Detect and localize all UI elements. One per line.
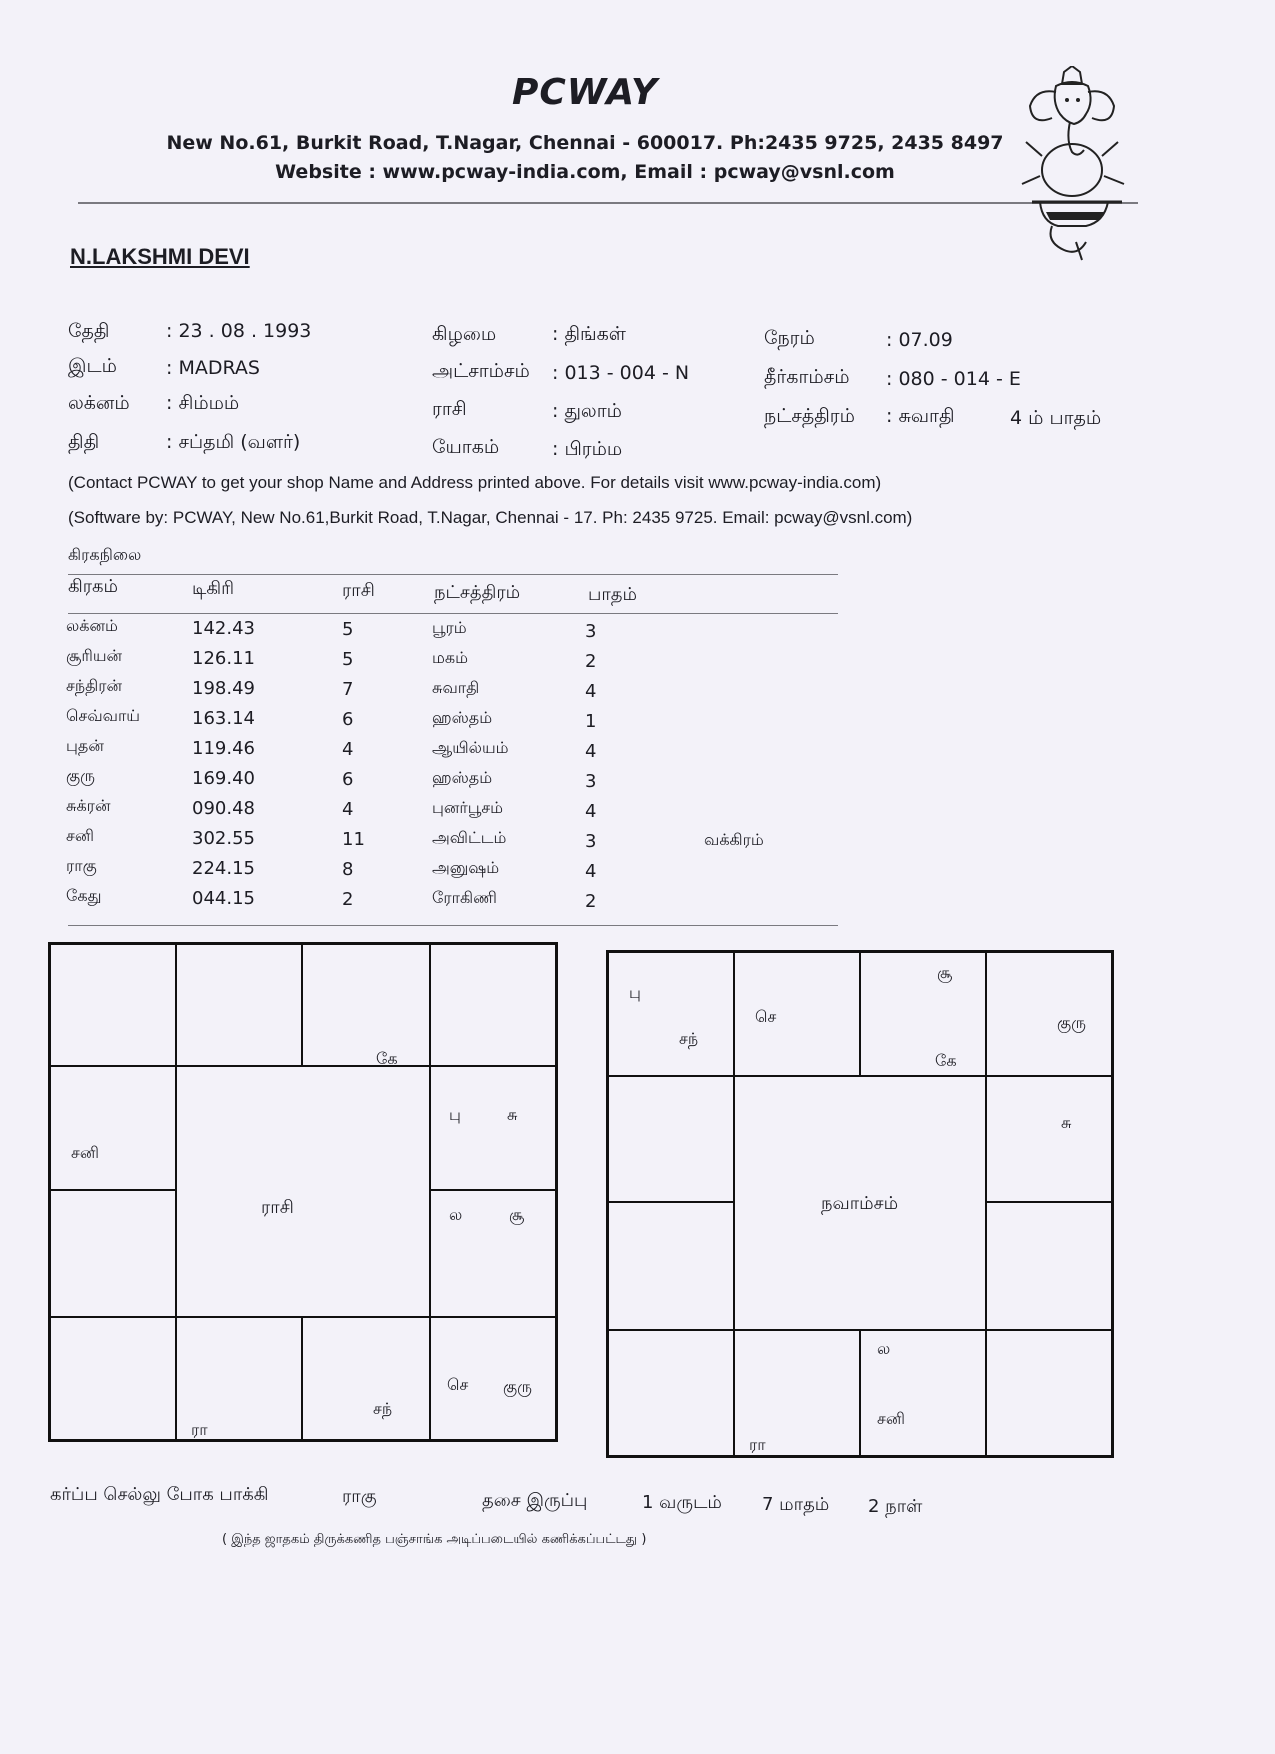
planet-star: பூரம் [432, 618, 467, 637]
planet-pada: 1 [585, 711, 597, 732]
planet-pada: 3 [585, 831, 597, 852]
rasi-sani: சனி [71, 1143, 99, 1162]
dasa-days: 2 நாள் [868, 1496, 923, 1517]
rasi-ketu: கே [376, 1049, 398, 1068]
rasi-grid-line [175, 945, 177, 1439]
brand-title: PCWAY [511, 72, 659, 113]
planet-name: சனி [66, 826, 94, 845]
navamsa-chandran: சந் [679, 1029, 699, 1048]
planet-pada: 2 [585, 891, 597, 912]
weekday-label: கிழமை [432, 323, 497, 345]
planet-pada: 3 [585, 771, 597, 792]
contact-note: (Contact PCWAY to get your shop Name and Address printed above. For details visit www.pcway-india.com) [68, 473, 882, 492]
navamsa-raghu: ரா [749, 1435, 766, 1454]
website-line: Website : www.pcway-india.com, Email : pcway@vsnl.com [275, 161, 895, 183]
planet-remark: வக்கிரம் [704, 830, 764, 849]
planet-name: புதன் [66, 736, 104, 755]
lagnam-value: : சிம்மம் [166, 392, 240, 414]
navamsa-sukran: சு [1061, 1113, 1072, 1132]
planet-rasi: 8 [342, 859, 354, 880]
balance-planet: ராகு [342, 1486, 377, 1507]
planet-rasi: 5 [342, 649, 354, 670]
rasi-sukran: சு [507, 1105, 518, 1124]
planet-pada: 4 [585, 801, 597, 822]
planet-degree: 163.14 [192, 708, 255, 729]
footer-remark: ( இந்த ஜாதகம் திருக்கணித பஞ்சாங்க அடிப்படையில் கணிக்கப்பட்டது ) [222, 1532, 647, 1547]
table-header-top-rule [68, 574, 838, 575]
planet-star: ஆயில்யம் [432, 738, 509, 757]
weekday-value: : திங்கள் [552, 323, 626, 345]
planet-name: சுக்ரன் [66, 796, 111, 815]
dasa-years: 1 வருடம் [642, 1492, 722, 1513]
navamsa-grid-line [609, 1075, 1111, 1077]
table-header-bottom-rule [68, 613, 838, 614]
planet-pada: 4 [585, 741, 597, 762]
planet-degree: 126.11 [192, 648, 255, 669]
time-value: : 07.09 [886, 329, 953, 351]
navamsa-budhan: பு [629, 983, 641, 1002]
navamsa-grid-line [859, 1329, 861, 1455]
table-bottom-rule [68, 925, 838, 926]
rasi-guru: குரு [503, 1377, 532, 1396]
planet-pada: 4 [585, 681, 597, 702]
col-header-star: நட்சத்திரம் [434, 582, 521, 603]
rasi-suryan: சூ [509, 1205, 525, 1224]
planet-name: குரு [66, 766, 95, 785]
place-label: இடம் [68, 355, 117, 377]
balance-label: கர்ப்ப செல்லு போக பாக்கி [50, 1484, 269, 1505]
software-note: (Software by: PCWAY, New No.61,Burkit Road, T.Nagar, Chennai - 17. Ph: 2435 9725. Email: pcway@vsnl.com) [68, 508, 913, 527]
navamsa-grid-line [733, 953, 735, 1455]
planet-rasi: 4 [342, 799, 354, 820]
address-line: New No.61, Burkit Road, T.Nagar, Chennai - 600017. Ph:2435 9725, 2435 8497 [166, 132, 1004, 154]
longitude-value: : 080 - 014 - E [886, 368, 1021, 390]
planet-rasi: 11 [342, 829, 365, 850]
latitude-label: அட்சாம்சம் [432, 360, 530, 382]
navamsa-guru: குரு [1057, 1013, 1086, 1032]
rasi-grid-line [301, 945, 303, 1065]
star-label: நட்சத்திரம் [764, 405, 855, 427]
rasi-center-label: ராசி [261, 1197, 294, 1218]
navamsa-lagnam: ல [877, 1339, 891, 1358]
planet-pada: 4 [585, 861, 597, 882]
rasi-raghu: ரா [191, 1420, 208, 1439]
longitude-label: தீர்காம்சம் [764, 366, 850, 388]
planet-degree: 119.46 [192, 738, 255, 759]
planet-rasi: 7 [342, 679, 354, 700]
place-value: : MADRAS [166, 357, 260, 379]
rasi-grid-line [51, 1065, 555, 1067]
planet-name: லக்னம் [66, 616, 118, 635]
rasi-grid-line [51, 1316, 555, 1318]
dasa-label: தசை இருப்பு [482, 1490, 588, 1511]
planet-pada: 2 [585, 651, 597, 672]
col-header-pada: பாதம் [588, 584, 638, 605]
planet-degree: 224.15 [192, 858, 255, 879]
planet-star: சுவாதி [432, 678, 480, 697]
planet-name: சந்திரன் [66, 676, 123, 695]
planet-star: மகம் [432, 648, 468, 667]
planet-star: ரோகிணி [432, 888, 497, 907]
navamsa-grid-line [985, 953, 987, 1455]
planet-name: செவ்வாய் [66, 706, 141, 725]
planet-star: அனுஷம் [432, 858, 500, 877]
col-header-planet: கிரகம் [68, 576, 119, 597]
time-label: நேரம் [764, 327, 815, 349]
date-label: தேதி [68, 320, 110, 342]
planet-degree: 302.55 [192, 828, 255, 849]
thithi-value: : சப்தமி (வளர்) [166, 431, 301, 453]
col-header-degree: டிகிரி [192, 578, 235, 599]
planet-rasi: 6 [342, 709, 354, 730]
rasi-chandran: சந் [373, 1399, 393, 1418]
planet-degree: 090.48 [192, 798, 255, 819]
yogam-value: : பிரம்ம [552, 438, 623, 460]
navamsa-grid-line [859, 953, 861, 1075]
rasi-grid-line [429, 1189, 555, 1191]
rasi-grid-line [51, 1189, 177, 1191]
planet-name: ராகு [66, 856, 97, 875]
planet-pada: 3 [585, 621, 597, 642]
navamsa-suryan: சூ [937, 963, 953, 982]
planet-rasi: 2 [342, 889, 354, 910]
rasi-grid-line [301, 1316, 303, 1439]
person-name: N.LAKSHMI DEVI [70, 244, 250, 269]
planet-star: ஹஸ்தம் [432, 768, 493, 787]
planet-name: கேது [66, 886, 102, 905]
lagnam-label: லக்னம் [68, 392, 130, 414]
navamsa-chart [606, 950, 1114, 1458]
planet-rasi: 6 [342, 769, 354, 790]
planet-table-title: கிரகநிலை [68, 545, 142, 564]
star-value: : சுவாதி [886, 405, 955, 427]
planet-degree: 044.15 [192, 888, 255, 909]
yogam-label: யோகம் [432, 436, 500, 458]
planet-rasi: 4 [342, 739, 354, 760]
planet-degree: 198.49 [192, 678, 255, 699]
navamsa-grid-line [609, 1201, 735, 1203]
star-pada: 4 ம் பாதம் [1010, 407, 1102, 429]
date-value: : 23 . 08 . 1993 [166, 320, 312, 342]
rasi-value: : துலாம் [552, 400, 622, 422]
rasi-budhan: பு [449, 1105, 461, 1124]
navamsa-sani: சனி [877, 1409, 905, 1428]
rasi-grid-line [429, 945, 431, 1439]
thithi-label: திதி [68, 431, 100, 453]
planet-rasi: 5 [342, 619, 354, 640]
planet-star: புனர்பூசம் [432, 798, 504, 817]
planet-degree: 169.40 [192, 768, 255, 789]
navamsa-center-label: நவாம்சம் [821, 1193, 899, 1214]
planet-star: ஹஸ்தம் [432, 708, 493, 727]
rasi-chart [48, 942, 558, 1442]
rasi-lagnam: ல [449, 1205, 463, 1224]
header-rule [78, 202, 1138, 204]
navamsa-grid-line [985, 1201, 1111, 1203]
rasi-label: ராசி [432, 398, 467, 420]
navamsa-ketu: கே [935, 1051, 957, 1070]
navamsa-sevvai: செ [755, 1007, 777, 1026]
dasa-months: 7 மாதம் [762, 1494, 830, 1515]
ganesha-icon [1012, 66, 1142, 262]
latitude-value: : 013 - 004 - N [552, 362, 690, 384]
rasi-sevvai: செ [447, 1375, 469, 1394]
col-header-rasi: ராசி [342, 580, 375, 601]
planet-star: அவிட்டம் [432, 828, 507, 847]
planet-name: சூரியன் [66, 646, 123, 665]
planet-degree: 142.43 [192, 618, 255, 639]
